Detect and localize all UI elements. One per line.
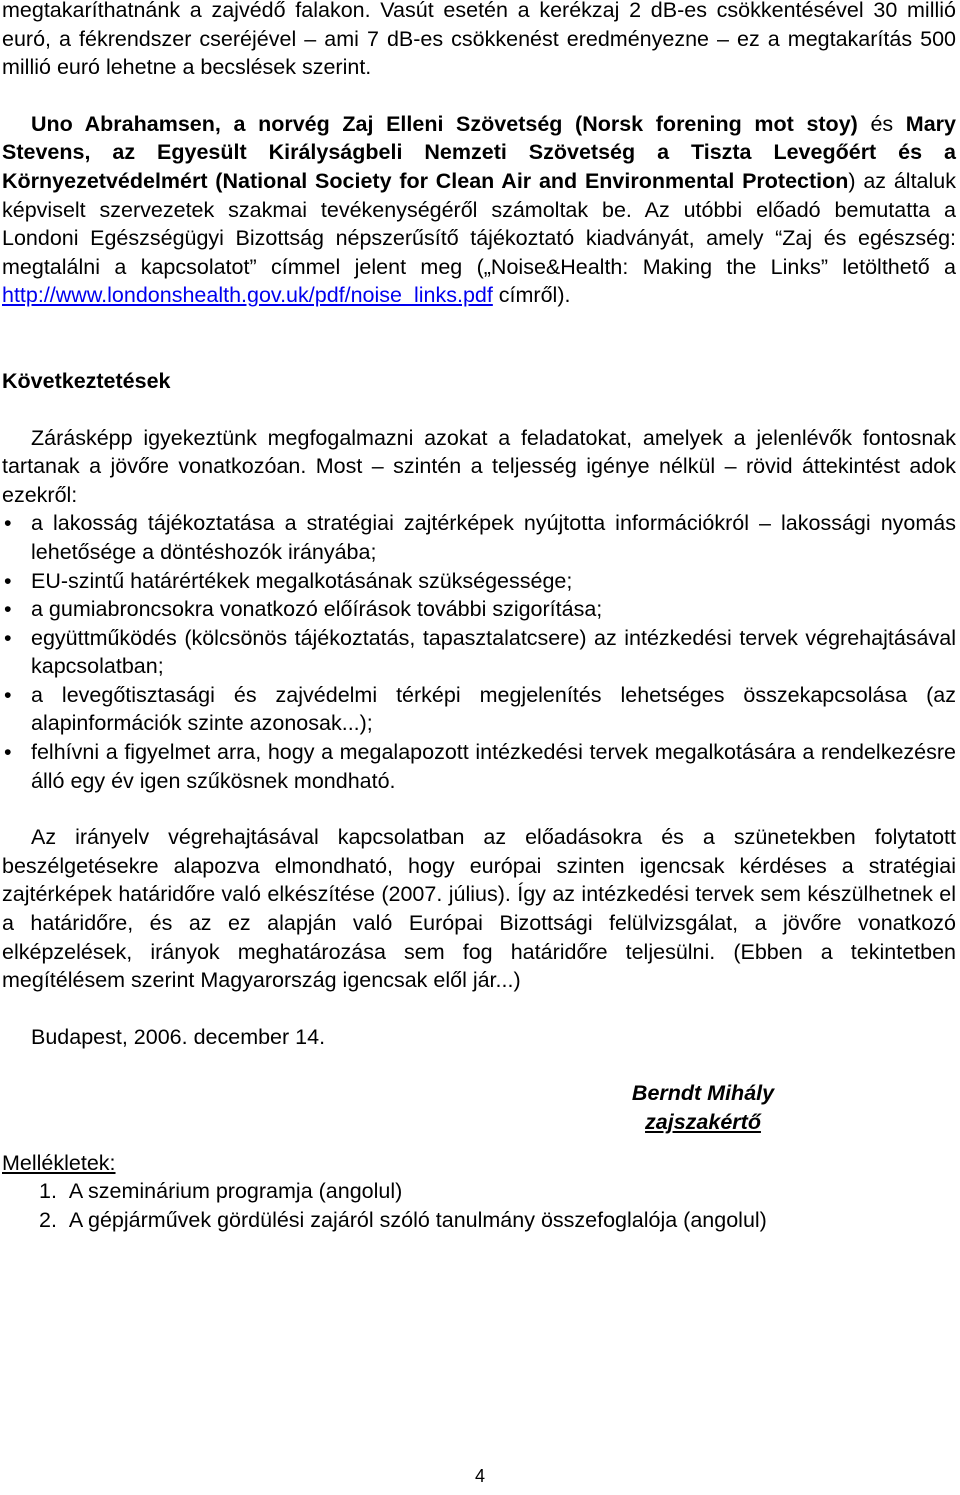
list-item: • a gumiabroncsokra vonatkozó előírások további szigorítása; [2, 595, 956, 624]
signer-title: zajszakértő [645, 1110, 761, 1134]
list-item: • együttműködés (kölcsönös tájékoztatás, tapasztalatcsere) az intézkedési tervek végrehajtásával kapcsolatban; [4, 625, 956, 679]
bullet-icon: • [4, 625, 12, 650]
speaker-stevens: Mary Stevens, az Egyesült Királyságbeli Nemzeti Szövetség a Tiszta Levegőért és a Környezetvédelmért (National Society for Clean Air and Environmental Protection [2, 111, 956, 193]
closing-paragraph: Az irányelv végrehajtásával kapcsolatban az előadásokra és a szünetekben folytatott beszélgetésekre alapozva elmondható, hogy európai szinten igencsak kérdéses a stratégiai zajtérképek határidőre való elkészítése (2007. július). Így az intézkedési tervek sem készülhetnek el a határidőre, és az ez alapján való Európai Bizottsági felülvizsgálat, a jövőre vonatkozó elképzelések, irányok meghatározása sem fog határidőre teljesülni. (Ebben a tekintetben megítélésem szerint Magyarország igencsak elől jár...) [2, 825, 956, 993]
signer-name: Berndt Mihály [631, 1081, 775, 1106]
attachment-number: 2. [39, 1207, 57, 1232]
attachments-list [2, 1177, 956, 1234]
conclusions-list [2, 509, 956, 795]
list-item [2, 1206, 956, 1235]
attachments-heading: Mellékletek: [2, 1150, 116, 1175]
speakers-paragraph [2, 110, 956, 310]
report-text-end: címről). [492, 283, 571, 308]
bullet-icon: • [4, 511, 12, 536]
report-text: ) az általuk képviselt szervezetek szakmai tevékenységéről számoltak be. Az utóbbi előadó bemutatta a Londoni Egészségügyi Bizottság népszerűsítő tájékoztató kiadványát, amely “Zaj és egészség: megtalálni a kapcsolatot” címmel jelent meg („Noise&Health: Making the Links” letölthető a [2, 168, 956, 279]
bullet-icon: • [4, 740, 12, 765]
attachment-number: 1. [39, 1179, 57, 1204]
page-number: 4 [474, 1466, 485, 1486]
list-item: • felhívni a figyelmet arra, hogy a megalapozott intézkedési tervek megalkotására a rendelkezésre álló egy év igen szűkösnek mondható. [4, 740, 956, 793]
signature-block [618, 1079, 788, 1136]
list-item: • a lakosság tájékoztatása a stratégiai zajtérképek nyújtotta információkról – lakossági nyomás lehetősége a döntéshozók irányába; [4, 511, 956, 564]
document-page [2, 0, 956, 1234]
connector-text: és [857, 111, 906, 136]
noise-links-url[interactable]: http://www.londonshealth.gov.uk/pdf/noise_links.pdf [2, 283, 493, 308]
conclusions-heading: Következtetések [2, 368, 171, 393]
list-item [2, 1177, 956, 1206]
list-item: • a levegőtisztasági és zajvédelmi térképi megjelenítés lehetséges összekapcsolása (az alapinformációk szinte azonosak...); [4, 682, 956, 736]
bullet-icon: • [4, 568, 12, 593]
document-date: Budapest, 2006. december 14. [31, 1024, 326, 1049]
conclusions-intro: Zárásképp igyekeztünk megfogalmazni azokat a feladatokat, amelyek a jelenlévők fontosnak tartanak a jövőre vonatkozóan. Most – szintén a teljesség igénye nélkül – rövid áttekintést adok ezekről: [2, 425, 956, 507]
bullet-icon: • [4, 597, 12, 622]
list-item: • EU-szintű határértékek megalkotásának szükségessége; [2, 567, 956, 596]
attachment-text: A gépjárművek gördülési zajáról szóló tanulmány összefoglalója (angolul) [68, 1207, 767, 1232]
attachment-text: A szeminárium programja (angolul) [68, 1179, 403, 1204]
speaker-abrahamsen: Uno Abrahamsen, a norvég Zaj Elleni Szövetség (Norsk forening mot stoy) [31, 111, 858, 136]
intro-paragraph: megtakaríthatnánk a zajvédő falakon. Vasút esetén a kerékzaj 2 dB-es csökkentésével 30 millió euró, a fékrendszer cseréjével – ami 7 dB-es csökkenést eredményezne – ez a megtakarítás 500 millió euró lehetne a becslések szerint. [2, 0, 956, 80]
bullet-icon: • [4, 682, 12, 707]
